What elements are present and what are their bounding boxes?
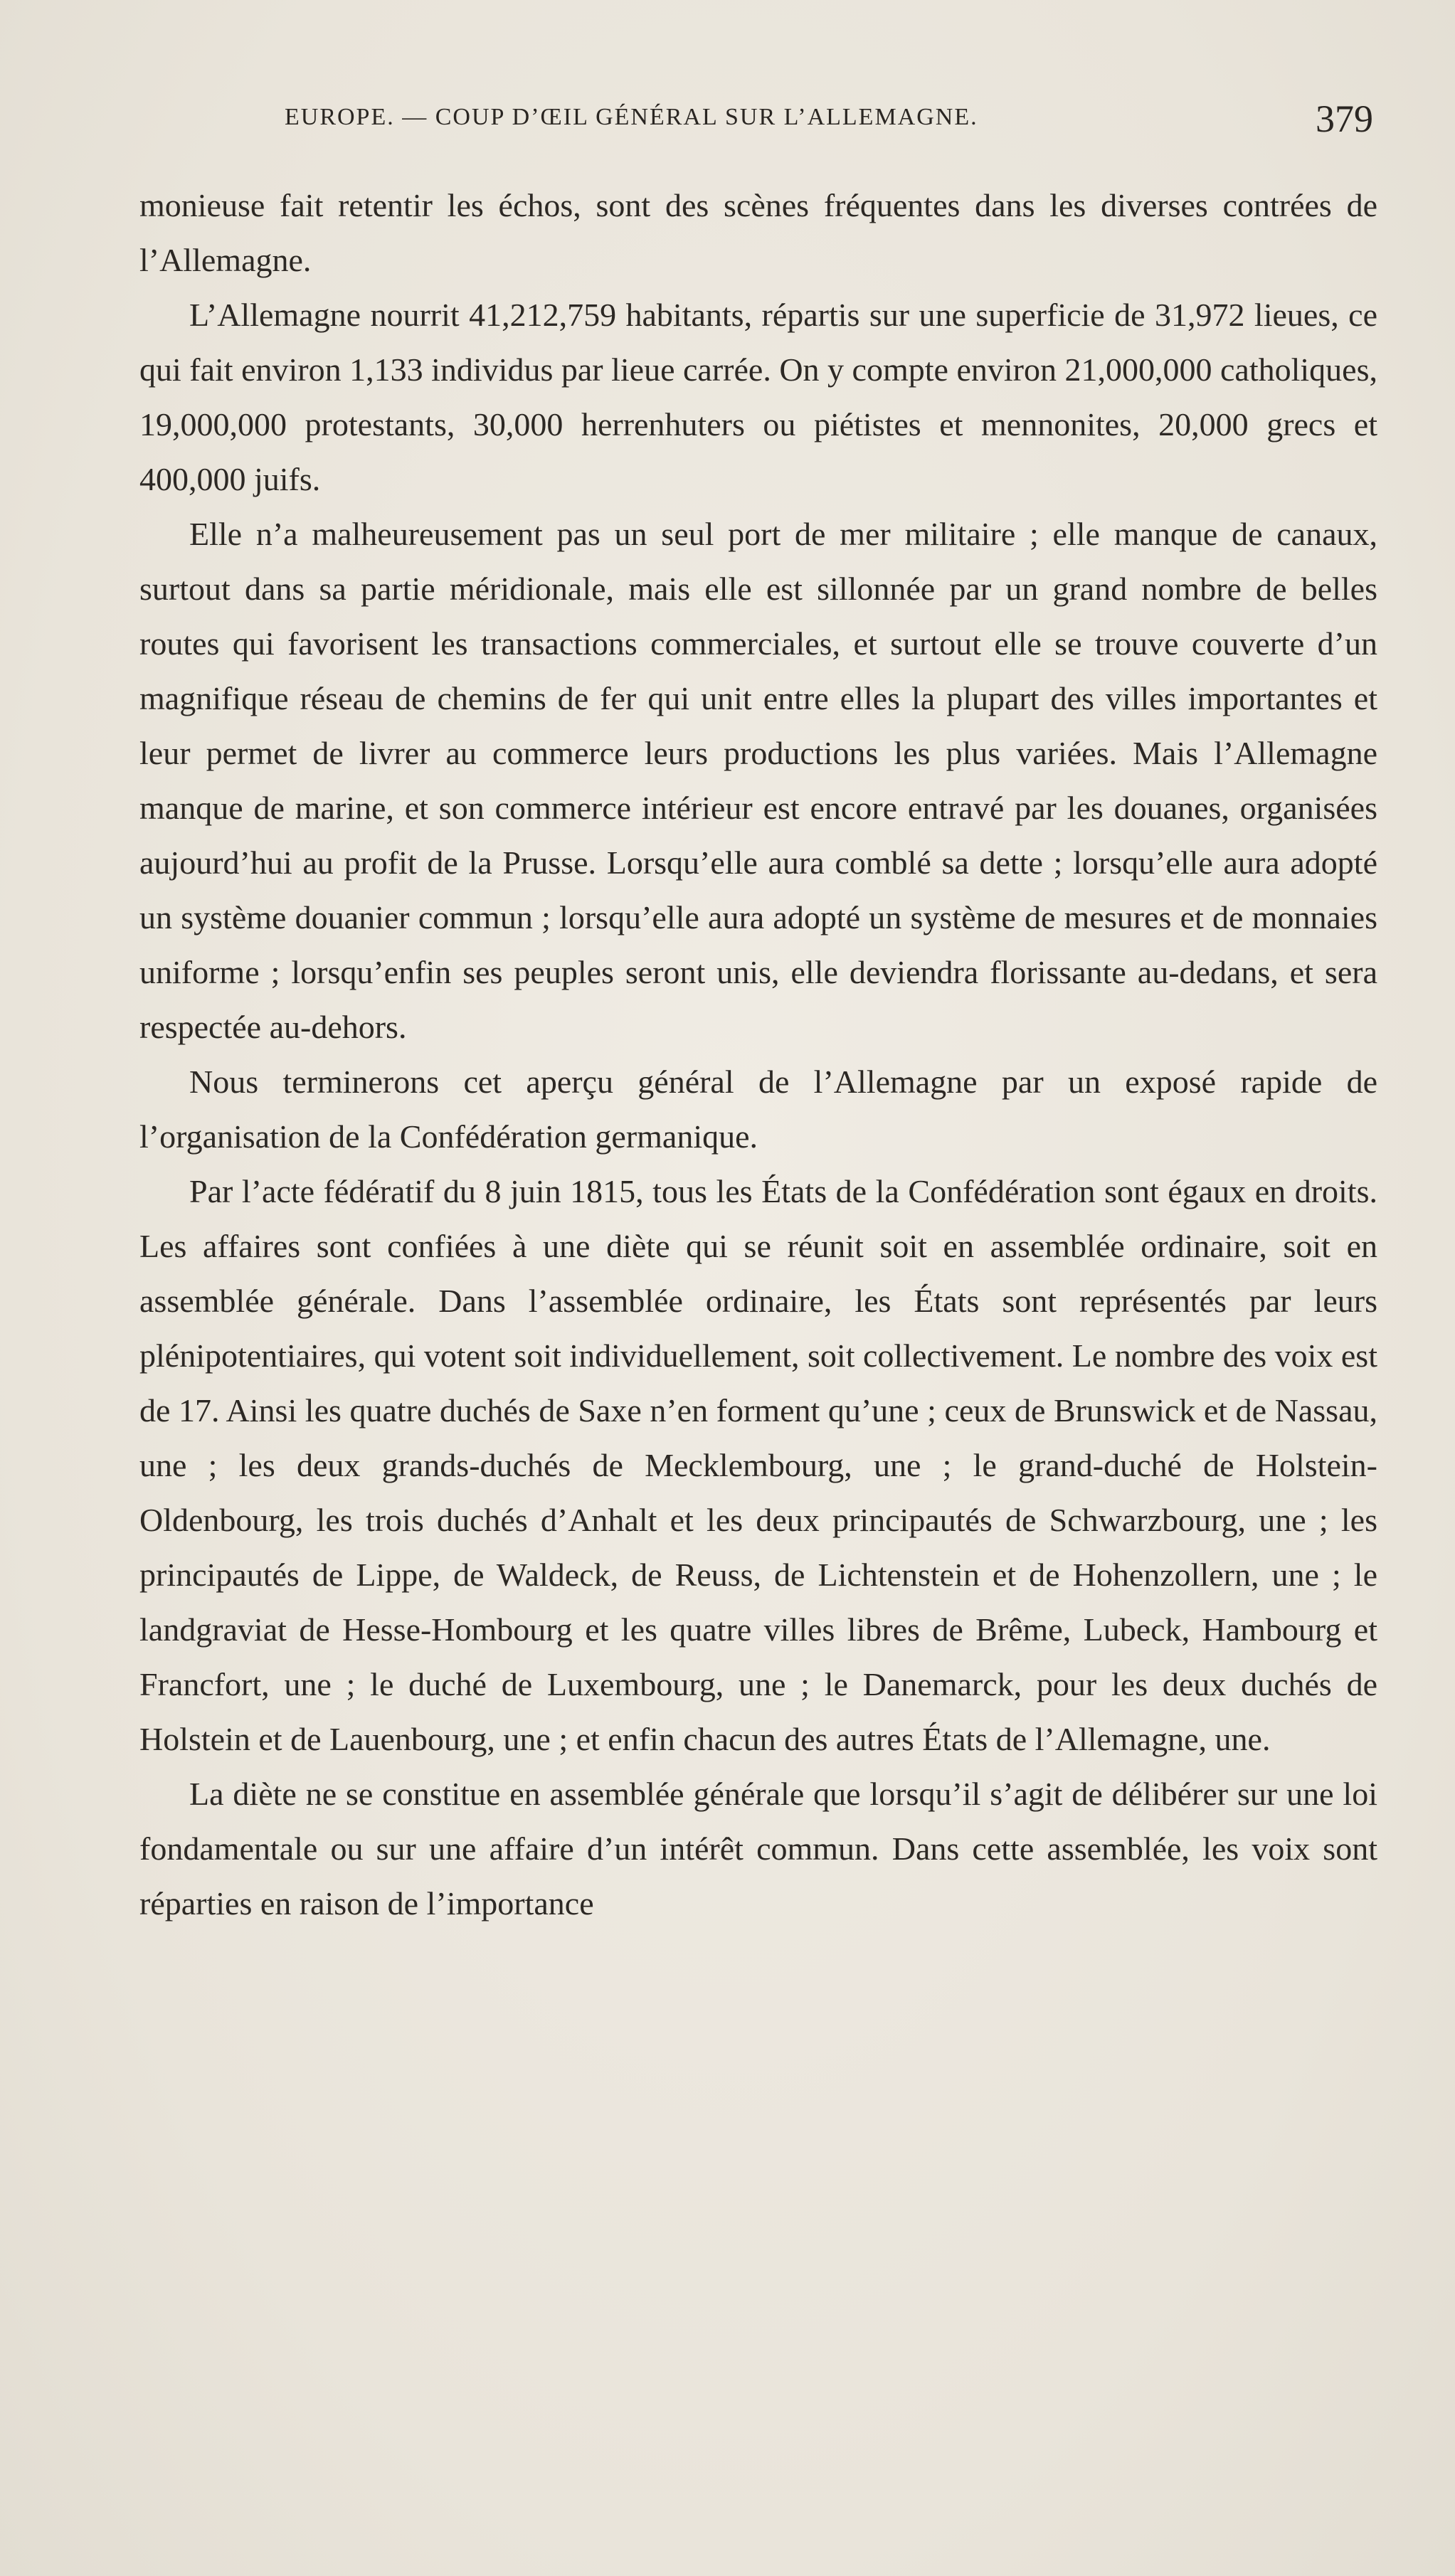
paragraph-population: L’Allemagne nourrit 41,212,759 habitants, répartis sur une superficie de 31,972 lieues, ce qui fait environ 1,133 individus par lieue carrée. On y compte environ 21,000,000 catholiques, 19,000,000 protestants, 30,000 herrenhuters ou piétistes et mennonites, 20,000 grecs et 400,000 juifs. (139, 297, 1377, 497)
paragraph-federal-act: Par l’acte fédératif du 8 juin 1815, tous les États de la Confédération sont égaux en droits. Les affaires sont confiées à une diète qui se réunit soit en assemblée ordinaire, soit en assemblée générale. Dans l’assemblée ordinaire, les États sont représentés par leurs plénipotentiaires, qui votent soit individuellement, soit collectivement. Le nombre des voix est de 17. Ainsi les quatre duchés de Saxe n’en forment qu’une ; ceux de Brunswick et de Nassau, une ; les deux grands-duchés de Mecklembourg, une ; le grand-duché de Holstein-Oldenbourg, les trois duchés d’Anhalt et les deux principautés de Schwarzbourg, une ; les principautés de Lippe, de Waldeck, de Reuss, de Lichtenstein et de Hohenzollern, une ; le landgraviat de Hesse-Hombourg et les quatre villes libres de Brême, Lubeck, Hambourg et Francfort, une ; le duché de Luxembourg, une ; le Danemarck, pour les deux duchés de Holstein et de Lauenbourg, une ; et enfin chacun des autres États de l’Allemagne, une. (139, 1173, 1377, 1757)
paragraph-commerce: Elle n’a malheureusement pas un seul port de mer militaire ; elle manque de canaux, surtout dans sa partie méridionale, mais elle est sillonnée par un grand nombre de belles routes qui favorisent les transactions commerciales, et surtout elle se trouve couverte d’un magnifique réseau de chemins de fer qui unit entre elles la plupart des villes importantes et leur permet de livrer au commerce leurs productions les plus variées. Mais l’Allemagne manque de marine, et son commerce intérieur est encore entravé par les douanes, organisées aujourd’hui au profit de la Prusse. Lorsqu’elle aura comblé sa dette ; lorsqu’elle aura adopté un système douanier commun ; lorsqu’elle aura adopté un système de mesures et de monnaies uniforme ; lorsqu’enfin ses peuples seront unis, elle deviendra florissante au-dedans, et sera respectée au-dehors. (139, 516, 1377, 1045)
paragraph-overview: Nous terminerons cet aperçu général de l’Allemagne par un exposé rapide de l’organisation de la Confédération germanique. (139, 1064, 1377, 1155)
running-head (285, 97, 1373, 142)
body-text (139, 178, 1377, 1931)
paragraph-continuation: monieuse fait retentir les échos, sont des scènes fréquentes dans les diverses contrées de l’Allemagne. (139, 187, 1377, 278)
paragraph-general-assembly: La diète ne se constitue en assemblée générale que lorsqu’il s’agit de délibérer sur une loi fondamentale ou sur une affaire d’un intérêt commun. Dans cette assemblée, les voix sont réparties en raison de l’importance (139, 1776, 1377, 1922)
page-number: 379 (1316, 97, 1373, 140)
running-title: EUROPE. — COUP D’ŒIL GÉNÉRAL SUR L’ALLEMAGNE. (285, 104, 978, 130)
